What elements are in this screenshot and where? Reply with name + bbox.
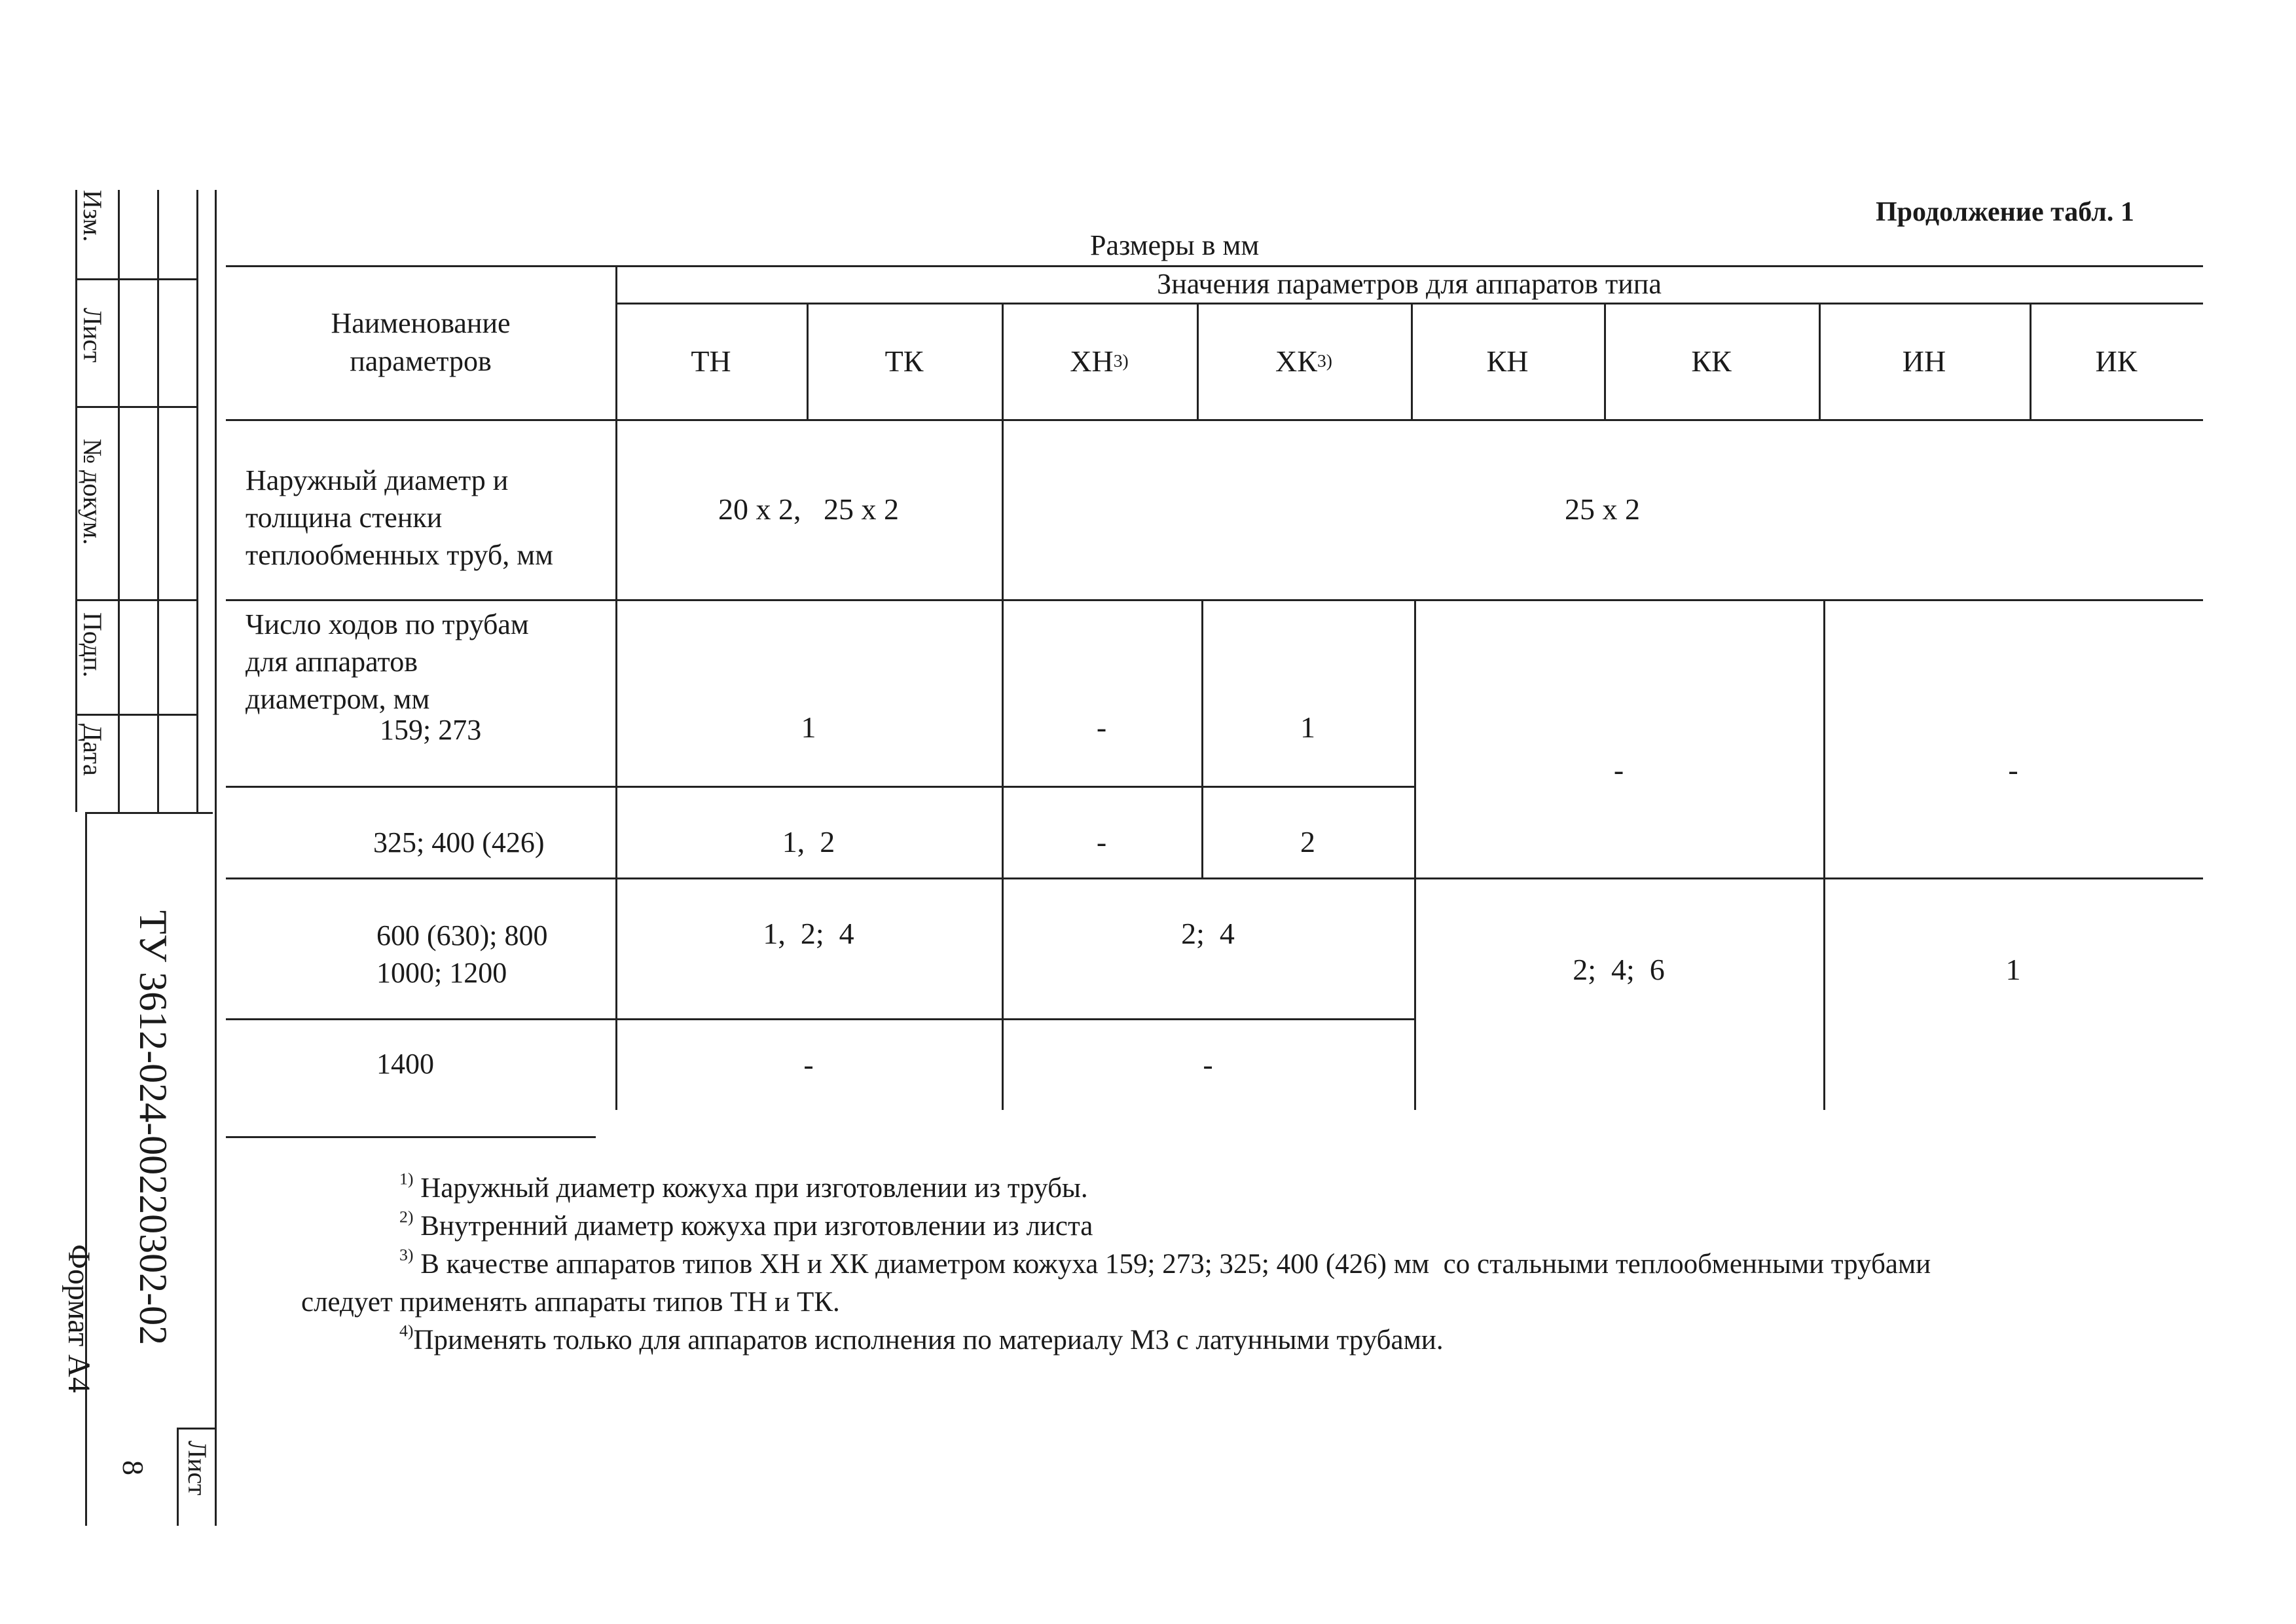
col-tn: ТН [691,344,731,378]
sheet-number: 8 [117,1460,150,1475]
col-xk: ХК 3) [1275,344,1332,378]
passes-xn-2: - [1096,824,1107,858]
col-in: ИН [1902,344,1946,378]
row-diameter-rest: 25 х 2 [1565,492,1640,526]
footnote-3-continued: следует применять аппараты типов ТН и ТК. [301,1287,840,1318]
diameter-600-1200: 600 (630); 800 1000; 1200 [376,919,548,989]
row-passes-label: Число ходов по трубам для аппаратов диаметром, мм [246,608,529,716]
passes-xn-xk-3: 2; 4 [1181,916,1235,950]
passes-xk-1: 1 [1300,710,1315,744]
diameter-325-400: 325; 400 (426) [373,826,545,858]
footnote-3: $^{3)}$ В качестве аппаратов типов ХН и ХК диаметром кожуха 159; 273; 325; 400 (426) мм со стальными теплообменными трубами [399,1245,1931,1280]
col-tk: ТК [884,344,924,378]
stamp-data: Дата [78,724,107,776]
passes-kn-kk-lower: 2; 4; 6 [1573,952,1665,986]
col-kk: КК [1691,344,1732,378]
row-diameter-label: Наружный диаметр и толщина стенки теплообменных труб, мм [246,464,553,572]
passes-xn-1: - [1096,710,1107,744]
passes-tn-tk-1: 1 [801,710,816,744]
passes-xn-xk-4: - [1203,1047,1213,1081]
diameter-159-273: 159; 273 [380,714,482,746]
passes-tn-tk-3: 1, 2; 4 [763,916,854,950]
stamp-podp: Подп. [78,612,107,678]
sheet-label: Лист [183,1441,212,1496]
col-kn: КН [1486,344,1529,378]
units-label: Размеры в мм [1090,229,1260,261]
stamp-list: Лист [78,308,107,363]
col-xn: ХН 3) [1070,344,1129,378]
param-header [226,265,615,419]
passes-tn-tk-4: - [803,1047,814,1081]
diameter-1400: 1400 [376,1048,434,1080]
stamp-izm: Изм. [78,190,107,242]
param-header-text: Наименование параметров [331,307,511,377]
col-ik: ИК [2095,344,2138,378]
footnote-1: $^{1)}$ Наружный диаметр кожуха при изготовлении из трубы. [399,1169,1088,1204]
passes-xk-2: 2 [1300,824,1315,858]
continuation-label: Продолжение табл. 1 [1876,197,2134,227]
stamp-doc-no: № докум. [78,439,107,545]
row-diameter-tn-tk: 20 х 2, 25 х 2 [718,492,899,526]
passes-kn-kk-upper: - [1613,752,1624,786]
footnote-4: $^{4)}$Применять только для аппаратов исполнения по материалу М3 с латунными трубами. [399,1321,1444,1356]
values-header: Значения параметров для аппаратов типа [1157,268,1662,300]
passes-in-ik-lower: 1 [2005,952,2021,986]
document-code: ТУ 3612-024-00220302-02 [132,910,175,1346]
format-label: Формат А4 [62,1244,96,1393]
passes-in-ik-upper: - [2008,752,2018,786]
passes-tn-tk-2: 1, 2 [782,824,835,858]
footnote-2: $^{2)}$ Внутренний диаметр кожуха при изготовлении из листа [399,1207,1093,1242]
